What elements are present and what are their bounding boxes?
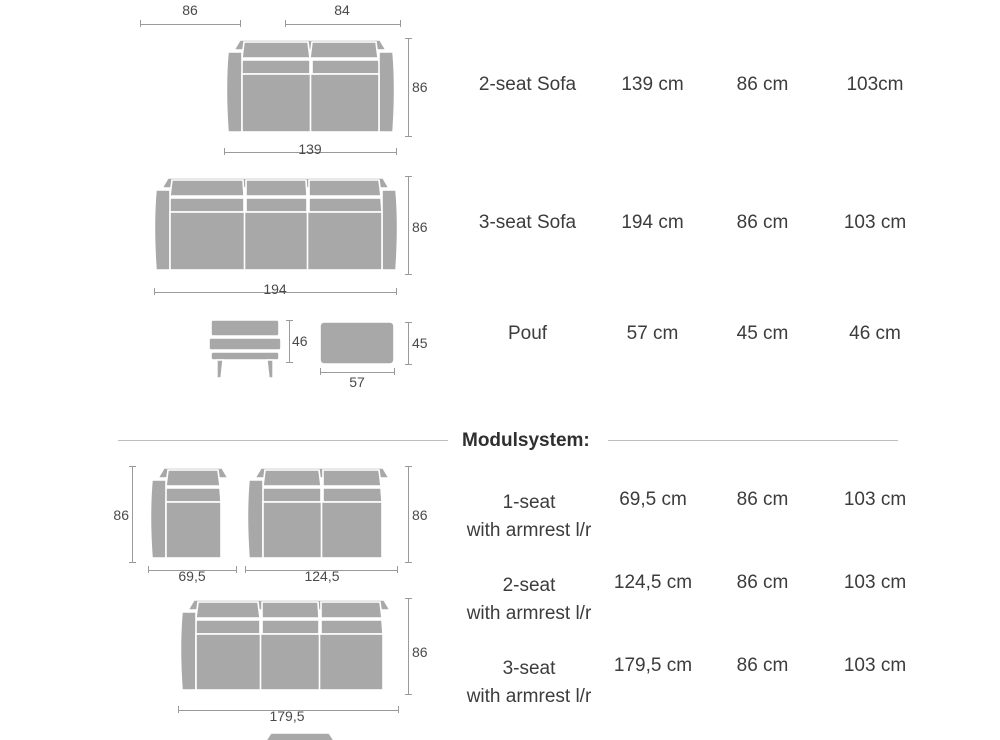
two-seat-module-width-tick-right (397, 566, 398, 573)
one-seat-module-name (455, 489, 603, 544)
pouf-height: 45 cm (736, 323, 789, 344)
three-seat-module-height-line (408, 598, 409, 694)
three-seat-sofa-width: 194 cm (621, 212, 684, 233)
two-seat-sofa-depth: 103cm (846, 74, 904, 95)
two-seat-module-height: 86 cm (736, 572, 789, 593)
modulsystem-divider-right (608, 440, 898, 441)
one-seat-width-tick-right (236, 566, 237, 573)
three-seat-module-height-label: 86 (412, 644, 428, 660)
three-seat-module-name-line1: 3-seat (502, 658, 556, 679)
pouf-width: 57 cm (626, 323, 679, 344)
three-seat-module-width-label: 179,5 (269, 708, 305, 724)
two-seat-width-label: 139 (298, 141, 322, 157)
pouf-width-tick-left (320, 368, 321, 375)
one-seat-module-drawing (146, 462, 238, 568)
modulsystem-heading: Modulsystem: (462, 430, 590, 451)
two-seat-module-depth: 103 cm (843, 572, 907, 593)
two-seat-module-height-tick-bottom (405, 562, 412, 563)
two-seat-width-tick-right (396, 148, 397, 155)
three-seat-module-drawing (176, 594, 400, 700)
one-seat-module-width: 69,5 cm (619, 489, 687, 510)
three-seat-width-tick-left (154, 288, 155, 295)
top-left-dimension-line (140, 24, 240, 25)
three-seat-sofa-depth: 103 cm (843, 212, 907, 233)
two-seat-module-height-line (408, 466, 409, 562)
three-seat-module-width: 179,5 cm (613, 655, 693, 676)
three-seat-height-line (408, 176, 409, 274)
one-seat-height-tick-top (129, 466, 136, 467)
pouf-width-line (320, 372, 394, 373)
three-seat-sofa-drawing (150, 172, 400, 282)
three-seat-height-tick-bottom (405, 274, 412, 275)
two-seat-module-name-line1: 2-seat (502, 575, 556, 596)
two-seat-sofa-name: 2-seat Sofa (478, 74, 577, 95)
three-seat-sofa-name: 3-seat Sofa (478, 212, 577, 233)
one-seat-height-label: 86 (113, 507, 129, 523)
pouf-front-tick-bottom (405, 364, 412, 365)
pouf-width-tick-right (394, 368, 395, 375)
pouf-side-tick-bottom (286, 362, 293, 363)
one-seat-module-depth: 103 cm (843, 489, 907, 510)
pouf-side-tick-top (286, 320, 293, 321)
two-seat-sofa-drawing (222, 34, 397, 144)
one-seat-module-name-line2: with armrest l/r (466, 519, 592, 541)
three-seat-width-tick-right (396, 288, 397, 295)
top-left-dimension-label: 86 (182, 2, 198, 18)
two-seat-height-tick-bottom (405, 136, 412, 137)
two-seat-sofa-width: 139 cm (621, 74, 684, 95)
three-seat-module-width-tick-left (178, 706, 179, 713)
two-seat-module-drawing (243, 462, 399, 568)
three-seat-module-name-line2: with armrest l/r (466, 685, 592, 707)
three-seat-sofa-height: 86 cm (736, 212, 789, 233)
three-seat-module-height-tick-bottom (405, 694, 412, 695)
three-seat-module-height: 86 cm (736, 655, 789, 676)
two-seat-module-height-tick-top (405, 466, 412, 467)
pouf-side-height-line (289, 320, 290, 362)
pouf-front-height-label: 45 (412, 335, 428, 351)
three-seat-module-name (455, 655, 603, 710)
top-left-tick-start (140, 20, 141, 27)
one-seat-width-label: 69,5 (178, 568, 206, 584)
pouf-side-drawing (205, 316, 285, 386)
top-right-tick-end (400, 20, 401, 27)
top-left-tick-end (240, 20, 241, 27)
three-seat-module-width-tick-right (398, 706, 399, 713)
two-seat-height-label: 86 (412, 79, 428, 95)
two-seat-module-name-line2: with armrest l/r (466, 602, 592, 624)
one-seat-module-height: 86 cm (736, 489, 789, 510)
two-seat-height-line (408, 38, 409, 136)
two-seat-width-tick-left (224, 148, 225, 155)
pouf-front-tick-top (405, 322, 412, 323)
pouf-front-height-line (408, 322, 409, 364)
one-seat-height-line (132, 466, 133, 562)
top-right-dimension-line (285, 24, 400, 25)
pouf-side-height-label: 46 (292, 333, 308, 349)
pouf-width-label: 57 (349, 374, 365, 390)
pouf-depth: 46 cm (849, 323, 901, 344)
partial-module-drawing (255, 730, 345, 740)
pouf-front-drawing (318, 320, 396, 366)
one-seat-width-tick-left (148, 566, 149, 573)
two-seat-module-width: 124,5 cm (613, 572, 693, 593)
top-right-dimension-label: 84 (334, 2, 350, 18)
two-seat-module-height-label: 86 (412, 507, 428, 523)
one-seat-height-tick-bottom (129, 562, 136, 563)
one-seat-module-name-line1: 1-seat (502, 492, 556, 513)
three-seat-module-height-tick-top (405, 598, 412, 599)
pouf-name: Pouf (507, 323, 548, 344)
three-seat-width-label: 194 (263, 281, 287, 297)
two-seat-height-tick-top (405, 38, 412, 39)
three-seat-height-tick-top (405, 176, 412, 177)
three-seat-height-label: 86 (412, 219, 428, 235)
two-seat-sofa-height: 86 cm (736, 74, 789, 95)
two-seat-module-name (455, 572, 603, 627)
two-seat-module-width-tick-left (245, 566, 246, 573)
top-right-tick-start (285, 20, 286, 27)
three-seat-module-depth: 103 cm (843, 655, 907, 676)
two-seat-module-width-label: 124,5 (304, 568, 340, 584)
modulsystem-divider-left (118, 440, 448, 441)
